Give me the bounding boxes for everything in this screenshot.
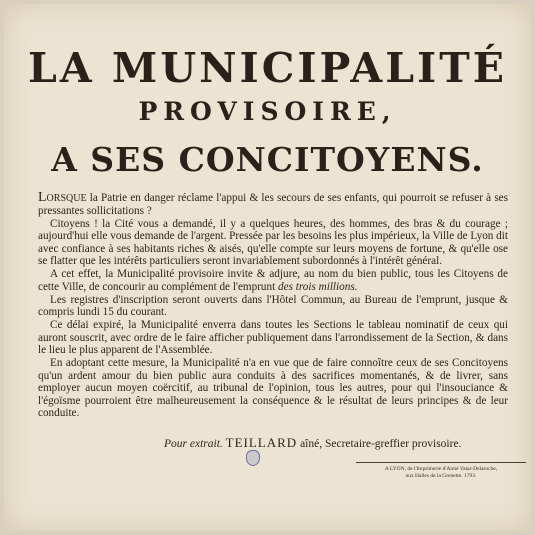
imprint-line-2: aux Halles de la Grenette. 1793. [405, 473, 477, 479]
paragraph-5: Ce délai expiré, la Municipalité enverra dans toutes les Sections le tableau nominatif de ceux qui auront souscrit, avec ordre de le faire afficher publiquement dans l'arrondissement de la Section, & dans le lieu le plus apparent de l'Assemblée. [38, 319, 508, 356]
paragraph-3 [38, 268, 508, 293]
paragraph-2: Citoyens ! la Cité vous a demandé, il y a quelques heures, des hommes, des bras & du courage ; aujourd'hui elle vous demande de l'argent. Pressée par les besoins les plus impérieux, la Ville de Lyon dit avec confiance à ses habitants riches & aisés, qu'elle compte sur leurs moyens de fortune, & qu'elle ose se flatter que les intérêts particuliers seront invariablement subordonnés à l'intérêt général. [38, 217, 508, 267]
signature-prefix: Pour extrait. [164, 438, 223, 450]
drop-cap-word: Lorsque [38, 190, 87, 205]
library-stamp-icon [246, 450, 260, 466]
printer-imprint [356, 462, 526, 480]
paragraph-1-text: la Patrie en danger réclame l'appui & les secours de ses enfants, qui pourroit se refuser à ses pressantes sollicitations ? [38, 192, 508, 217]
proclamation-body [38, 192, 508, 420]
signatory-title: aîné, Secretaire-greffier provisoire. [297, 438, 462, 450]
paragraph-1 [38, 192, 508, 217]
poster-title-line-1: LA MUNICIPALITÉ [28, 44, 507, 92]
paragraph-3-italic: des trois millions. [278, 280, 358, 293]
poster-title-line-3: A SES CONCITOYENS. [51, 140, 484, 179]
signatory-name: TEILLARD [225, 435, 298, 450]
poster-title-line-2: PROVISOIRE, [138, 97, 397, 126]
poster-sheet [4, 4, 531, 531]
imprint-line-1: A LYON, de l'Imprimerie d'Aimé Vatar-Delaroche, [384, 466, 498, 472]
paragraph-3-text: A cet effet, la Municipalité provisoire invite & adjure, au nom du bien public, tous les Citoyens de cette Ville, de concourir au complément de l'emprunt [38, 268, 508, 293]
signature-line [164, 435, 461, 451]
paragraph-4: Les registres d'inscription seront ouverts dans l'Hôtel Commun, au Bureau de l'emprunt, jusque & compris lundi 15 du courant. [38, 293, 508, 318]
paragraph-6: En adoptant cette mesure, la Municipalité n'a en vue que de faire connoître ceux de ses Concitoyens qu'un ardent amour du bien public aura conduits à des sacrifices momentanés, & de livrer, sans employer aucun moyen coërcitif, au tribunal de l'opinion, tous les autres, pour qui l'insouciance & l'égoïsme pourroient être malheureusement la conséquence & le résultat de leurs principes & de leur conduite. [38, 357, 508, 419]
